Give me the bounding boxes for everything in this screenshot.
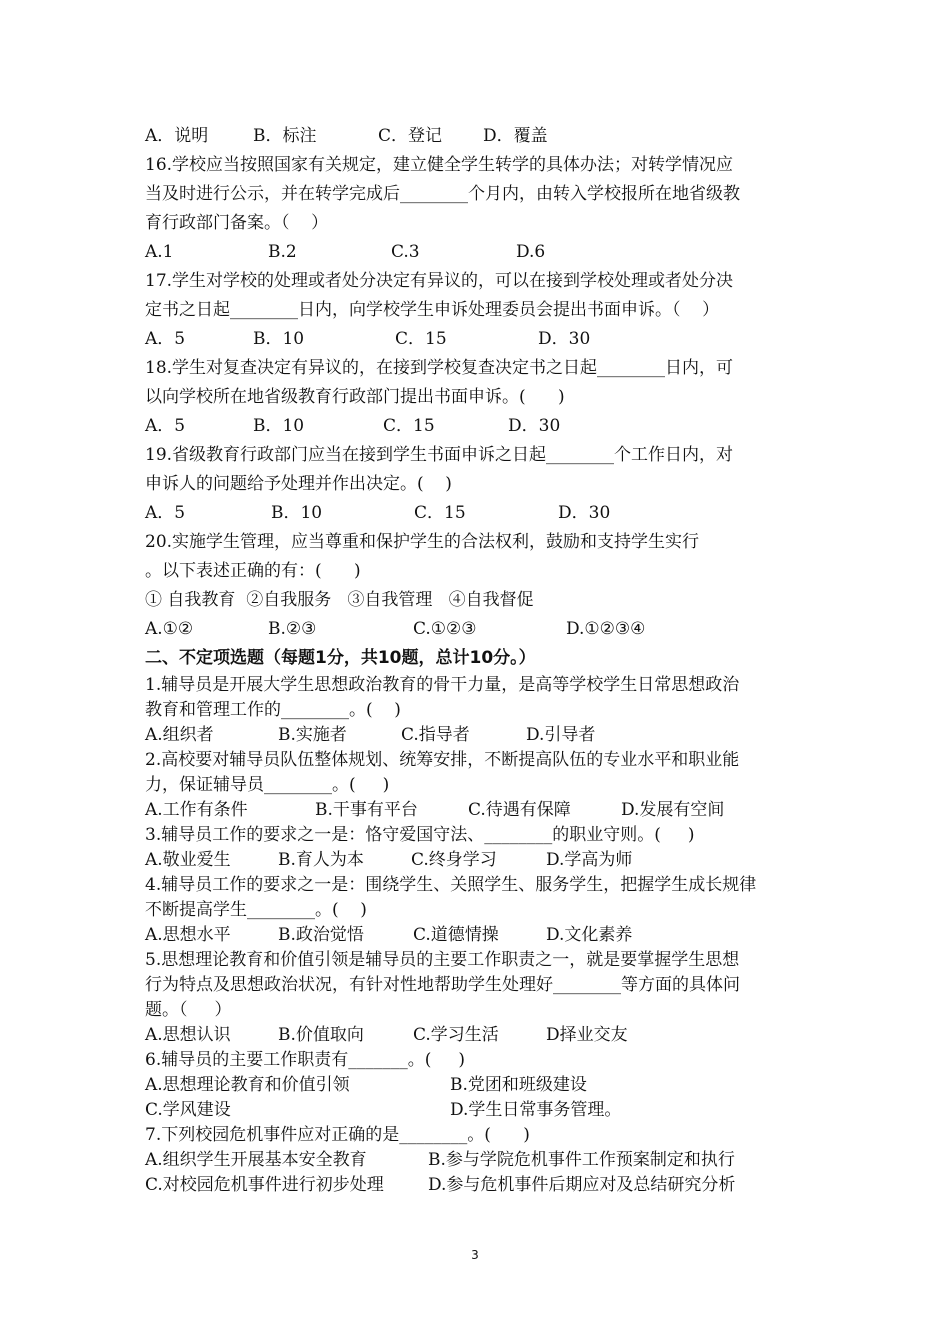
question-19 <box>145 441 825 528</box>
question-17-option-d: D．30 <box>538 329 591 349</box>
section-2-question-4-option-d: D.文化素养 <box>546 925 633 945</box>
question-19-option-b: B．10 <box>271 503 323 523</box>
section-2-question-6-options-row-1 <box>145 1073 825 1098</box>
section-2-question-5 <box>145 948 825 1048</box>
question-16 <box>145 151 825 267</box>
section-2-question-5-option-a: A.思想认识 <box>145 1025 231 1045</box>
question-19-option-d: D．30 <box>558 503 611 523</box>
section-2-question-5-option-d: D择业交友 <box>546 1025 628 1045</box>
section-2-question-4-option-b: B.政治觉悟 <box>278 925 364 945</box>
page-number: 3 <box>471 1248 479 1262</box>
question-20-option-b: B.②③ <box>268 619 317 639</box>
section-2-question-4-option-c: C.道德情操 <box>413 925 499 945</box>
section-2-question-2-option-d: D.发展有空间 <box>621 800 725 820</box>
section-2-question-2-option-c: C.待遇有保障 <box>468 800 571 820</box>
section-2-question-7-line-1: 7.下列校园危机事件应对正确的是________。( ) <box>145 1125 530 1145</box>
section-2-question-5-option-b: B.价值取向 <box>278 1025 364 1045</box>
question-16-option-c: C.3 <box>391 242 420 262</box>
question-17-option-b: B．10 <box>253 329 305 349</box>
section-2-heading: 二、不定项选题（每题1分，共10题，总计10分。） <box>145 648 536 668</box>
q15-option-d: D．覆盖 <box>483 126 548 146</box>
section-2-question-3-options <box>145 848 825 873</box>
question-16-option-a: A.1 <box>145 242 174 262</box>
section-2-question-3-option-a: A.敬业爱生 <box>145 850 231 870</box>
question-16-options <box>145 238 825 267</box>
question-17-options <box>145 325 825 354</box>
question-18-option-b: B．10 <box>253 416 305 436</box>
section-2-question-4 <box>145 873 825 948</box>
section-2-question-7 <box>145 1123 825 1198</box>
question-20 <box>145 528 825 644</box>
question-20-option-d: D.①②③④ <box>566 619 646 639</box>
section-2-question-3 <box>145 823 825 873</box>
section-2-question-2 <box>145 748 825 823</box>
q15-options <box>145 122 825 151</box>
section-2-question-1-option-c: C.指导者 <box>401 725 470 745</box>
question-19-options <box>145 499 825 528</box>
section-2-question-7-option-c: C.对校园危机事件进行初步处理 <box>145 1175 384 1195</box>
q15-option-b: B．标注 <box>253 126 317 146</box>
question-17-option-a: A．5 <box>145 329 186 349</box>
question-20-line-3: ① 自我教育 ②自我服务 ③自我管理 ④自我督促 <box>145 590 534 610</box>
section-2-question-2-option-b: B.干事有平台 <box>315 800 418 820</box>
question-20-line-1: 20.实施学生管理，应当尊重和保护学生的合法权利，鼓励和支持学生实行 <box>145 532 700 552</box>
q15-option-a: A．说明 <box>145 126 209 146</box>
section-2-question-6-options-row-2 <box>145 1098 825 1123</box>
section-2-question-6 <box>145 1048 825 1123</box>
section-2-question-1-options <box>145 723 825 748</box>
section-2-question-1-option-b: B.实施者 <box>278 725 347 745</box>
section-2-question-6-option-c: C.学风建设 <box>145 1100 231 1120</box>
question-17-line-2: 定书之日起________日内，向学校学生申诉处理委员会提出书面申诉。（ ） <box>145 300 720 320</box>
question-17-line-1: 17.学生对学校的处理或者处分决定有异议的，可以在接到学校处理或者处分决 <box>145 271 734 291</box>
section-2-question-2-line-2: 力，保证辅导员________。( ) <box>145 775 390 795</box>
question-18 <box>145 354 825 441</box>
section-2-question-4-options <box>145 923 825 948</box>
question-16-line-3: 育行政部门备案。（ ） <box>145 213 329 233</box>
question-18-option-c: C．15 <box>383 416 435 436</box>
section-2-question-1-line-2: 教育和管理工作的________。( ) <box>145 700 401 720</box>
question-19-line-1: 19.省级教育行政部门应当在接到学生书面申诉之日起________个工作日内，对 <box>145 445 734 465</box>
section-2-question-2-line-1: 2.高校要对辅导员队伍整体规划、统筹安排，不断提高队伍的专业水平和职业能 <box>145 750 740 770</box>
question-20-option-a: A.①② <box>145 619 194 639</box>
section-2-question-6-option-d: D.学生日常事务管理。 <box>450 1100 622 1120</box>
section-2-question-5-line-2: 行为特点及思想政治状况，有针对性地帮助学生处理好________等方面的具体问 <box>145 975 740 995</box>
question-18-options <box>145 412 825 441</box>
question-16-option-b: B.2 <box>268 242 297 262</box>
section-2-question-7-options-row-1 <box>145 1148 825 1173</box>
question-17 <box>145 267 825 354</box>
section-2-question-4-option-a: A.思想水平 <box>145 925 231 945</box>
q15-option-c: C．登记 <box>378 126 443 146</box>
section-2-question-1 <box>145 673 825 748</box>
question-20-option-c: C.①②③ <box>413 619 477 639</box>
section-2-question-4-line-2: 不断提高学生________。( ) <box>145 900 367 920</box>
question-16-line-2: 当及时进行公示，并在转学完成后________个月内，由转入学校报所在地省级教 <box>145 184 740 204</box>
question-20-line-2: 。以下表述正确的有：( ) <box>145 561 361 581</box>
section-2-question-6-option-a: A.思想理论教育和价值引领 <box>145 1075 350 1095</box>
section-2-question-1-line-1: 1.辅导员是开展大学生思想政治教育的骨干力量，是高等学校学生日常思想政治 <box>145 675 740 695</box>
question-18-option-d: D．30 <box>508 416 561 436</box>
question-18-line-2: 以向学校所在地省级教育行政部门提出书面申诉。( ) <box>145 387 565 407</box>
section-2-question-6-line-1: 6.辅导员的主要工作职责有_______。( ) <box>145 1050 466 1070</box>
section-2-question-4-line-1: 4.辅导员工作的要求之一是：围绕学生、关照学生、服务学生，把握学生成长规律 <box>145 875 757 895</box>
section-2-question-3-line-1: 3.辅导员工作的要求之一是：恪守爱国守法、________的职业守则。( ) <box>145 825 695 845</box>
section-2-question-1-option-a: A.组织者 <box>145 725 214 745</box>
section-2-question-3-option-c: C.终身学习 <box>411 850 497 870</box>
question-16-line-1: 16.学校应当按照国家有关规定，建立健全学生转学的具体办法；对转学情况应 <box>145 155 734 175</box>
section-2-question-7-options-row-2 <box>145 1173 825 1198</box>
question-19-option-a: A．5 <box>145 503 186 523</box>
section-2-question-2-option-a: A.工作有条件 <box>145 800 248 820</box>
section-2-question-7-option-a: A.组织学生开展基本安全教育 <box>145 1150 367 1170</box>
section-2-question-5-options <box>145 1023 825 1048</box>
section-2-question-3-option-b: B.育人为本 <box>278 850 364 870</box>
section-2-question-3-option-d: D.学高为师 <box>546 850 633 870</box>
section-2-question-6-option-b: B.党团和班级建设 <box>450 1075 587 1095</box>
section-2-question-7-option-b: B.参与学院危机事件工作预案制定和执行 <box>428 1150 735 1170</box>
section-2-question-2-options <box>145 798 825 823</box>
section-2-question-5-line-3: 题。（ ） <box>145 1000 232 1020</box>
question-19-option-c: C．15 <box>414 503 466 523</box>
question-20-options <box>145 615 825 644</box>
section-2-question-5-option-c: C.学习生活 <box>413 1025 499 1045</box>
question-16-option-d: D.6 <box>516 242 546 262</box>
section-2-question-7-option-d: D.参与危机事件后期应对及总结研究分析 <box>428 1175 736 1195</box>
question-18-option-a: A．5 <box>145 416 186 436</box>
section-2-question-1-option-d: D.引导者 <box>526 725 596 745</box>
section-2-question-5-line-1: 5.思想理论教育和价值引领是辅导员的主要工作职责之一，就是要掌握学生思想 <box>145 950 740 970</box>
exam-page-content <box>145 122 825 1198</box>
question-17-option-c: C．15 <box>395 329 447 349</box>
question-19-line-2: 申诉人的问题给予处理并作出决定。( ) <box>145 474 452 494</box>
question-18-line-1: 18.学生对复查决定有异议的，在接到学校复查决定书之日起________日内，可 <box>145 358 734 378</box>
